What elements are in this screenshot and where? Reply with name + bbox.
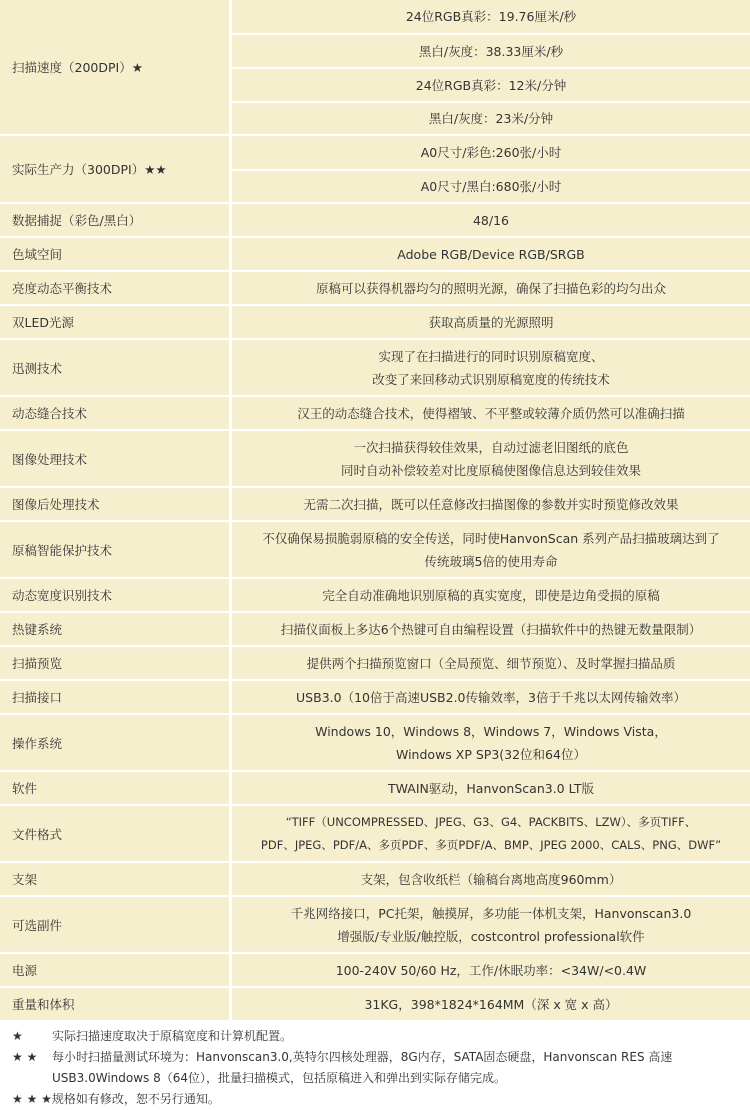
spec-row-scan-speed [0,0,750,136]
spec-value: A0尺寸/彩色:260张/小时 [232,136,750,169]
spec-value: 48/16 [232,204,750,236]
spec-row-os [0,715,750,772]
footnote [0,1089,750,1110]
spec-row-image-processing [0,431,750,488]
footnote-text: 规格如有修改，恕不另行通知。 [51,1092,220,1106]
spec-label: 支架 [0,863,232,895]
spec-value: 千兆网络接口，PC托架，触摸屏，多功能一体机支架，Hanvonscan3.0 增强版/专业版/触控版，costcontrol professional软件 [232,897,750,952]
spec-row-color-space [0,238,750,272]
spec-row-brightness [0,272,750,306]
footnotes [0,1022,750,1110]
spec-row-power [0,954,750,988]
spec-row-fast-detect [0,340,750,397]
spec-value: 完全自动准确地识别原稿的真实宽度，即使是边角受损的原稿 [232,579,750,611]
spec-label: 图像处理技术 [0,431,232,486]
spec-label: 文件格式 [0,806,232,861]
spec-value: 24位RGB真彩：19.76厘米/秒 [232,0,750,33]
spec-value: Adobe RGB/Device RGB/SRGB [232,238,750,270]
spec-label: 软件 [0,772,232,804]
spec-value: TWAIN驱动，HanvonScan3.0 LT版 [232,772,750,804]
spec-value: 支架，包含收纸栏（输稿台离地高度960mm） [232,863,750,895]
spec-row-width-detect [0,579,750,613]
spec-label: 操作系统 [0,715,232,770]
spec-value: 扫描仪面板上多达6个热键可自由编程设置（扫描软件中的热键无数量限制） [232,613,750,645]
footnote [0,1026,750,1047]
spec-row-accessories [0,897,750,954]
footnote-text: 每小时扫描量测试环境为：Hanvonscan3.0,英特尔四核处理器，8G内存，SATA固态硬盘，Hanvonscan RES 高速USB3.0Windows 8（64位），批量扫描模式，包括原稿进入和弹出到实际存储完成。 [52,1050,673,1085]
spec-value: 汉王的动态缝合技术，使得褶皱、不平整或较薄介质仍然可以准确扫描 [232,397,750,429]
spec-label: 动态宽度识别技术 [0,579,232,611]
spec-label: 色域空间 [0,238,232,270]
spec-value: 实现了在扫描进行的同时识别原稿宽度、 改变了来回移动式识别原稿宽度的传统技术 [232,340,750,395]
spec-row-productivity [0,136,750,204]
spec-row-preview [0,647,750,681]
spec-value: 24位RGB真彩：12米/分钟 [232,67,750,101]
footnote [0,1047,750,1089]
spec-value: 不仅确保易损脆弱原稿的安全传送，同时使HanvonScan 系列产品扫描玻璃达到了 传统玻璃5倍的使用寿命 [232,522,750,577]
spec-label: 迅测技术 [0,340,232,395]
spec-label: 热键系统 [0,613,232,645]
spec-row-file-format [0,806,750,863]
spec-value: Windows 10，Windows 8，Windows 7，Windows Vista， Windows XP SP3(32位和64位） [232,715,750,770]
spec-label: 电源 [0,954,232,986]
spec-row-original-protection [0,522,750,579]
spec-label: 扫描速度（200DPI）★ [0,0,232,134]
spec-label: 动态缝合技术 [0,397,232,429]
spec-label: 数据捕捉（彩色/黑白） [0,204,232,236]
spec-value: 原稿可以获得机器均匀的照明光源，确保了扫描色彩的均匀出众 [232,272,750,304]
spec-value: “TIFF（UNCOMPRESSED、JPEG、G3、G4、PACKBITS、LZW）、多页TIFF、 PDF、JPEG、PDF/A、多页PDF、多页PDF/A、BMP、JPEG 2000、CALS、PNG、DWF” [232,806,750,861]
spec-label: 扫描预览 [0,647,232,679]
spec-row-post-processing [0,488,750,522]
spec-label: 亮度动态平衡技术 [0,272,232,304]
spec-label: 扫描接口 [0,681,232,713]
star-icon: ★ [12,1029,23,1043]
spec-row-stand [0,863,750,897]
star-icon: ★ ★ [12,1050,38,1064]
spec-value: 黑白/灰度：23米/分钟 [232,101,750,134]
spec-row-software [0,772,750,806]
footnote-text: 实际扫描速度取决于原稿宽度和计算机配置。 [52,1029,293,1043]
spec-label: 实际生产力（300DPI）★★ [0,136,232,202]
spec-value: 无需二次扫描，既可以任意修改扫描图像的参数并实时预览修改效果 [232,488,750,520]
spec-value: 100-240V 50/60 Hz，工作/休眠功率：<34W/<0.4W [232,954,750,986]
spec-label: 图像后处理技术 [0,488,232,520]
spec-row-data-capture [0,204,750,238]
spec-row-stitching [0,397,750,431]
spec-value: 获取高质量的光源照明 [232,306,750,338]
spec-label: 双LED光源 [0,306,232,338]
spec-row-hotkeys [0,613,750,647]
spec-value: 黑白/灰度：38.33厘米/秒 [232,33,750,67]
spec-value: 提供两个扫描预览窗口（全局预览、细节预览）、及时掌握扫描品质 [232,647,750,679]
spec-value: 一次扫描获得较佳效果，自动过滤老旧图纸的底色 同时自动补偿较差对比度原稿使图像信息达到较佳效果 [232,431,750,486]
spec-row-interface [0,681,750,715]
spec-label: 重量和体积 [0,988,232,1020]
star-icon: ★ ★ ★ [12,1092,52,1106]
spec-row-dual-led [0,306,750,340]
spec-value: A0尺寸/黑白:680张/小时 [232,169,750,202]
spec-value: 31KG，398*1824*164MM（深 x 宽 x 高） [232,988,750,1020]
spec-label: 原稿智能保护技术 [0,522,232,577]
spec-row-weight [0,988,750,1022]
spec-label: 可选副件 [0,897,232,952]
spec-value: USB3.0（10倍于高速USB2.0传输效率，3倍于千兆以太网传输效率） [232,681,750,713]
